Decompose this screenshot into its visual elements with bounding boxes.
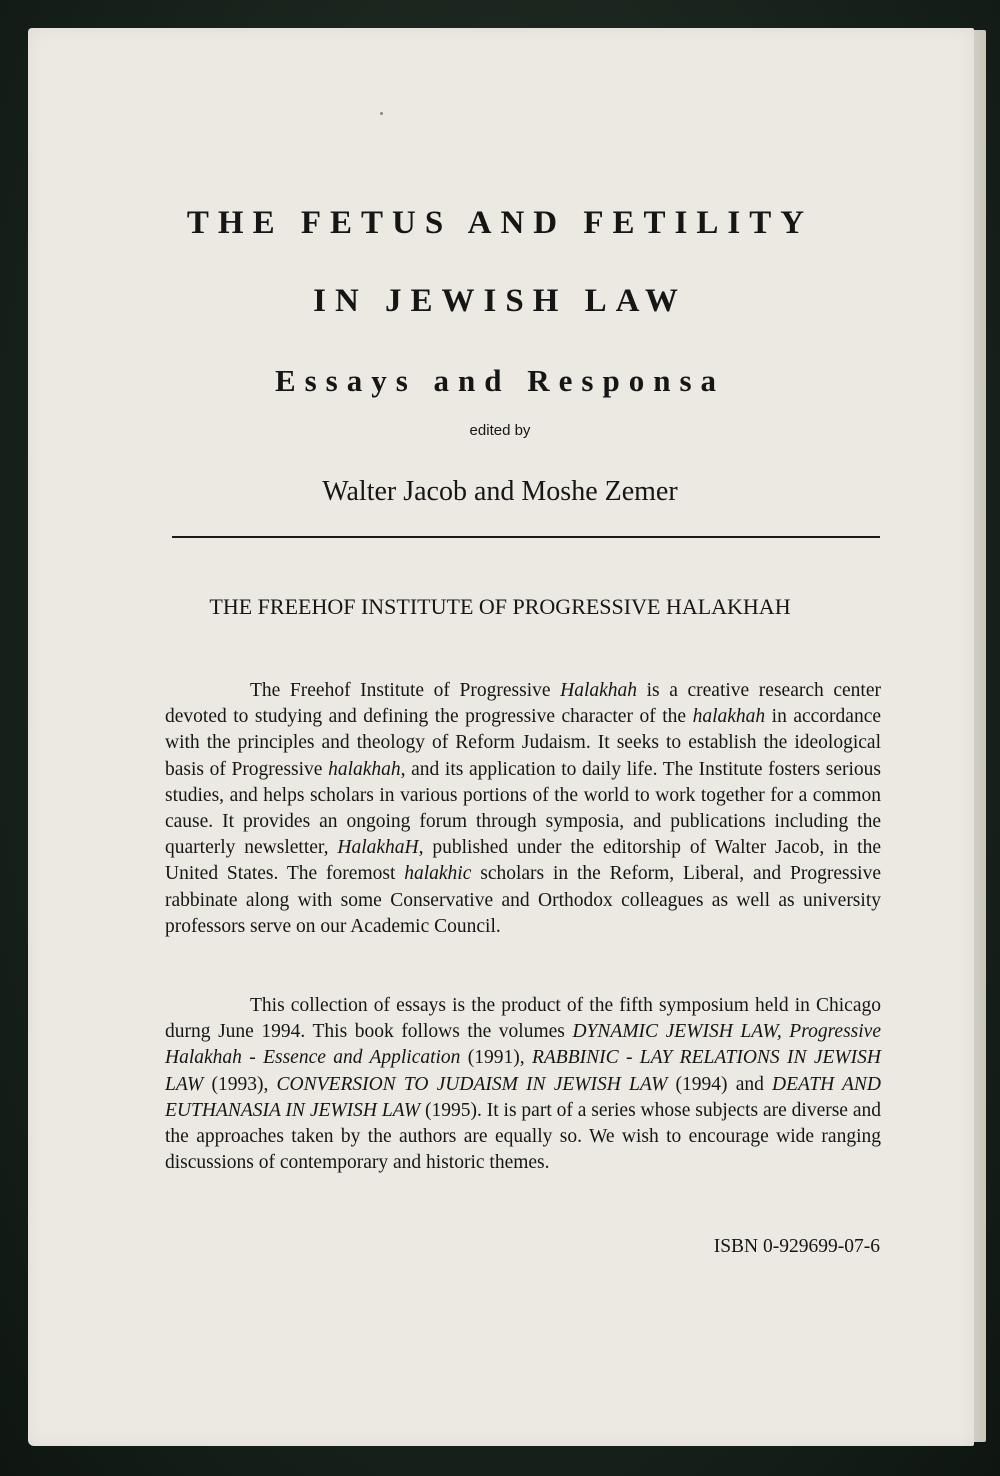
divider-rule xyxy=(172,536,880,538)
collection-description-paragraph: This collection of essays is the product of the fifth symposium held in Chicago durng June 1994. This book follows the volumes DYNAMIC JEWISH LAW, Progressive Halakhah - Essence and Application (1991), RABBINIC - LAY RELATIONS IN JEWISH LAW (1993), CONVERSION TO JUDAISM IN JEWISH LAW (1994) and DEATH AND EUTHANASIA IN JEWISH LAW (1995). It is part of a series whose subjects are diverse and the approaches taken by the authors are equally so. We wish to encourage wide ranging discussions of contemporary and historic themes. xyxy=(165,995,881,1174)
isbn-number: ISBN 0-929699-07-6 xyxy=(713,1236,880,1257)
book-subtitle: Essays and Responsa xyxy=(274,363,726,398)
editors-names: Walter Jacob and Moshe Zemer xyxy=(322,476,678,507)
institute-heading: THE FREEHOF INSTITUTE OF PROGRESSIVE HALAKHAH xyxy=(209,594,791,619)
paper-speck xyxy=(380,112,383,115)
book-title-line-2: IN JEWISH LAW xyxy=(313,283,687,319)
institute-description-paragraph: The Freehof Institute of Progressive Halakhah is a creative research center devoted to studying and defining the progressive character of the halakhah in accordance with the principles and theology of Reform Judaism. It seeks to establish the ideological basis of Progressive halakhah, and its application to daily life. The Institute fosters serious studies, and helps scholars in various portions of the world to work together for a common cause. It provides an ongoing forum through symposia, and publications including the quarterly newsletter, HalakhaH, published under the editorship of Walter Jacob, in the United States. The foremost halakhic scholars in the Reform, Liberal, and Progressive rabbinate along with some Conservative and Orthodox colleagues as well as university professors serve on our Academic Council. xyxy=(165,680,882,937)
book-title-line-1: THE FETUS AND FETILITY xyxy=(186,205,814,241)
edited-by-label: edited by xyxy=(469,422,531,439)
